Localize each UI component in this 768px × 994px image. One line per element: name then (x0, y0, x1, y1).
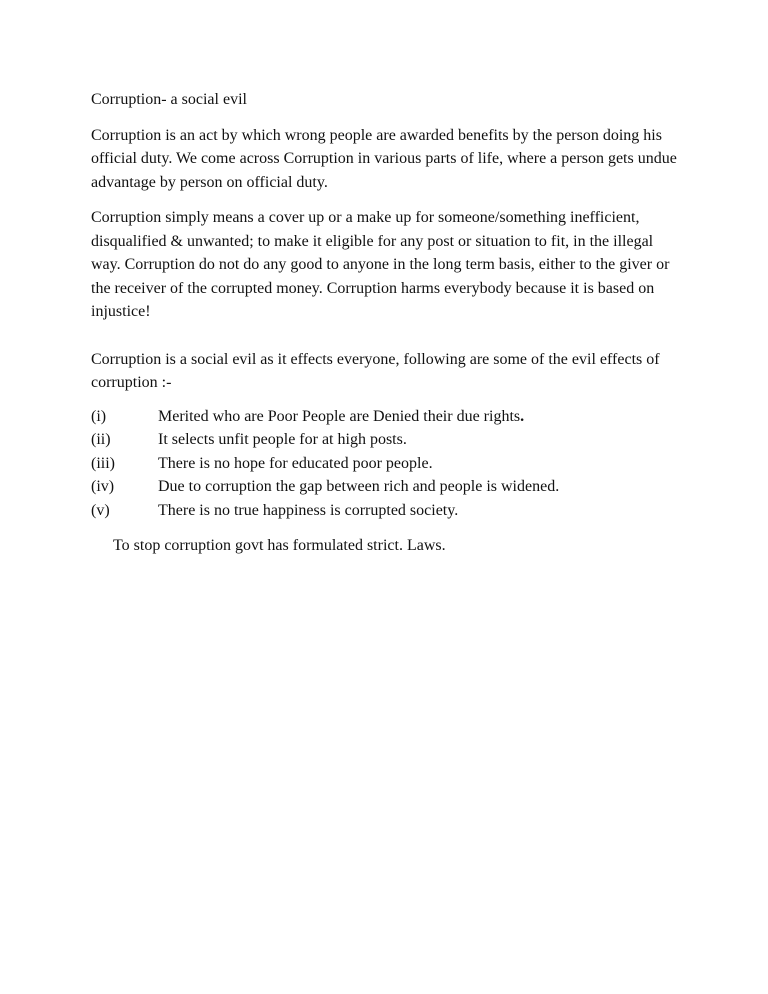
list-item-text: There is no hope for educated poor people. (158, 454, 433, 472)
list-item-text: Due to corruption the gap between rich and people is widened. (158, 478, 560, 495)
document-page (91, 88, 681, 558)
list-item-number: (v) (91, 501, 110, 519)
list-item (91, 452, 681, 476)
list-item (91, 405, 681, 429)
list-item-number: (iv) (91, 478, 115, 495)
list-item-text: It selects unfit people for at high posts. (158, 431, 407, 448)
list-item (91, 499, 681, 523)
paragraph-effects-intro: Corruption is a social evil as it effects everyone, following are some of the evil effects of corruption :- (91, 350, 660, 391)
list-item-number: (i) (91, 407, 107, 425)
list-item-text: There is no true happiness is corrupted society. (158, 501, 459, 519)
list-item (91, 475, 681, 499)
effects-list (91, 405, 681, 523)
paragraph-conclusion: To stop corruption govt has formulated strict. Laws. (113, 537, 446, 554)
list-item-number: (ii) (91, 431, 111, 448)
list-item-number: (iii) (91, 454, 115, 472)
document-title: Corruption- a social evil (91, 91, 247, 108)
paragraph-definition: Corruption is an act by which wrong people are awarded benefits by the person doing his official duty. We come across Corruption in various parts of life, where a person gets undue advantage by person on official duty. (91, 126, 677, 191)
list-item (91, 428, 681, 452)
list-item-text: Merited who are Poor People are Denied their due rights. (158, 407, 525, 425)
paragraph-meaning: Corruption simply means a cover up or a make up for someone/something inefficient, disqualified & unwanted; to make it eligible for any post or situation to fit, in the illegal way. Corruption do not do any good to anyone in the long term basis, either to the giver or the receiver of the corrupted money. Corruption harms everybody because it is based on injustice! (91, 209, 670, 320)
